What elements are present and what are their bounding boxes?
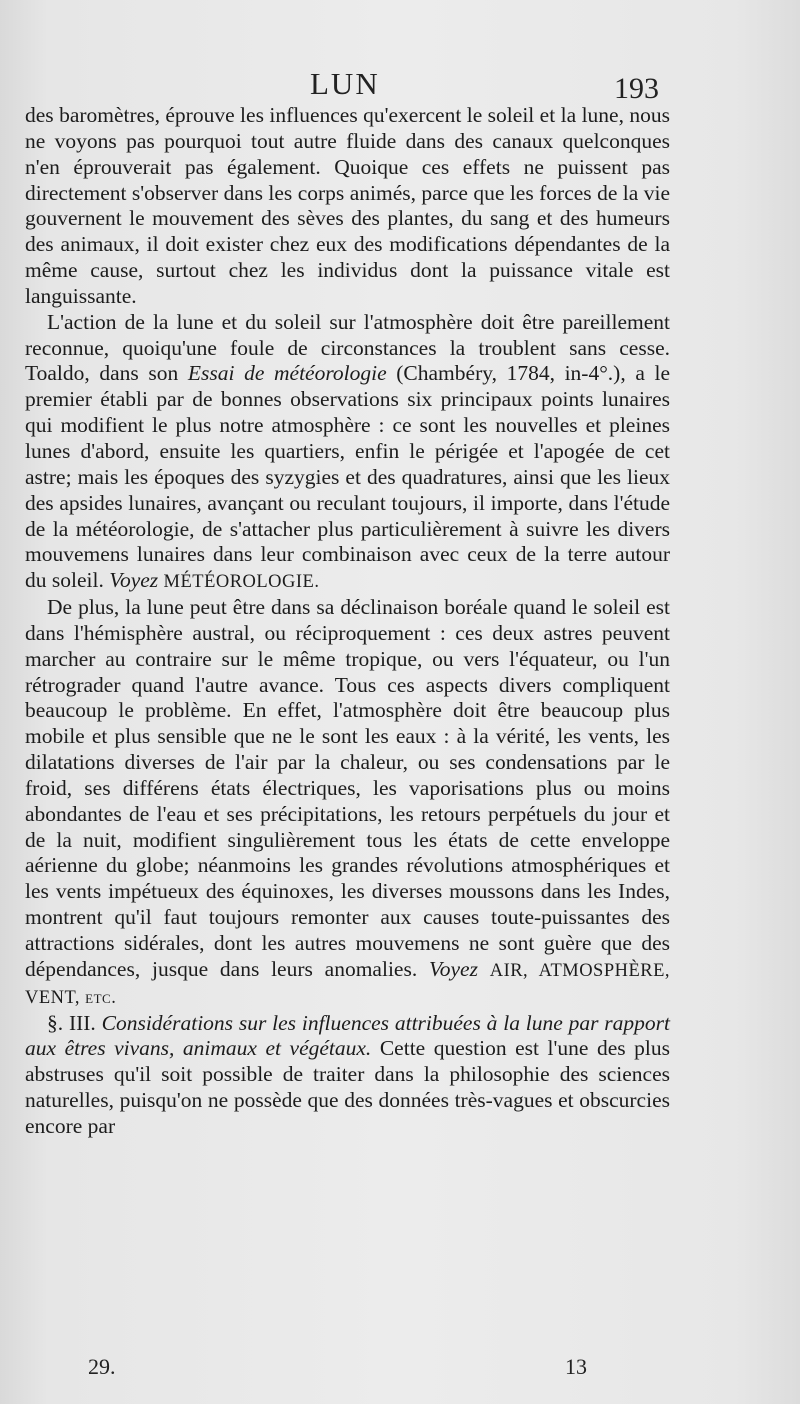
volume-signature: 29. bbox=[88, 1354, 116, 1379]
sheet-mark: 13 bbox=[565, 1354, 587, 1379]
paragraph-2-text-before: L'action de la lune et du soleil sur l'atmosphère doit être pareillement reconnue, quoiqu'une foule de circonstances la troublent sans cesse. Toaldo, dans son bbox=[25, 309, 670, 386]
section-heading: Considérations sur les influences attribuées à la lune par rapport aux êtres vivans, animaux et végétaux. bbox=[25, 1010, 670, 1061]
page-footer bbox=[0, 1354, 800, 1390]
paragraph-2 bbox=[25, 310, 670, 595]
paragraph-4-text-after: Cette question est l'une des plus abstruses qu'il soit possible de traiter dans la philosophie des sciences naturelles, puisqu'on ne possède que des données très-vagues et obscurcies encore par bbox=[25, 1036, 670, 1138]
paragraph-2-text-after: (Chambéry, 1784, in-4°.), a le premier établi par de bonnes observations six principaux points lunaires qui modifient le plus notre atmosphère : ce sont les nouvelles et pleines lunes d'abord, ensuite les quartiers, enfin le périgée et l'apogée de cet astre; mais les époques des syzygies et des quadratures, ainsi que les lieux des apsides lunaires, avançant ou reculant toujours, il importe, dans l'étude de la météorologie, de s'attacher plus particulièrement à suivre les divers mouvemens lunaires dans leur combinaison avec ceux de la terre autour du soleil. bbox=[25, 361, 670, 593]
paragraph-3-text: De plus, la lune peut être dans sa déclinaison boréale quand le soleil est dans l'hémisphère austral, ou réciproquement : ces deux astres peuvent marcher au contraire sur le même tropique, ou vers l'équateur, ou l'un rétrograder quand l'autre avance. Tous ces aspects divers compliquent beaucoup le problème. En effet, l'atmosphère doit être beaucoup plus mobile et plus sensible que ne le sont les eaux : à la vérité, les vents, les dilatations diverses de l'air par la chaleur, ou ses condensations par le froid, ses différens états électriques, les vaporisations plus ou moins abondantes de l'eau et ses précipitations, les retours perpétuels du jour et de la nuit, modifient singulièrement tous les états de cette enveloppe aérienne du globe; néanmoins les grandes révolutions atmosphériques et les vents impétueux des équinoxes, les diverses moussons dans les Indes, montrent qu'il faut toujours remonter aux causes toute-puissantes des attractions sidérales, dont les autres mouvemens ne sont guère que des dépendances, jusque dans leurs anomalies. bbox=[25, 595, 670, 981]
see-reference: AIR, ATMOSPHÈRE, VENT, etc. bbox=[25, 959, 670, 1007]
paragraph-4 bbox=[25, 1011, 670, 1140]
paragraph-3 bbox=[25, 595, 670, 1011]
page-number: 193 bbox=[614, 72, 659, 105]
page-header bbox=[0, 66, 800, 106]
running-title: LUN bbox=[310, 66, 380, 101]
see-label: Voyez bbox=[428, 956, 478, 981]
paragraph-1 bbox=[25, 103, 670, 310]
see-reference: MÉTÉOROLOGIE. bbox=[163, 571, 320, 592]
section-mark: §. III. bbox=[47, 1010, 102, 1035]
book-title-essai: Essai de météorologie bbox=[187, 361, 387, 386]
paragraph-1-text: des baromètres, éprouve les influences qu'exercent le soleil et la lune, nous ne voyons pas pourquoi tout autre fluide dans des canaux quelconques n'en éprouverait pas également. Quoique ces effets ne puissent pas directement s'observer dans les corps animés, parce que les forces de la vie gouvernent le mouvement des sèves des plantes, du sang et des humeurs des animaux, il doit exister chez eux des modifications dépendantes de la même cause, surtout chez les individus dont la puissance vitale est languissante. bbox=[25, 103, 670, 308]
see-label: Voyez bbox=[109, 568, 159, 593]
page-body bbox=[25, 103, 670, 1140]
